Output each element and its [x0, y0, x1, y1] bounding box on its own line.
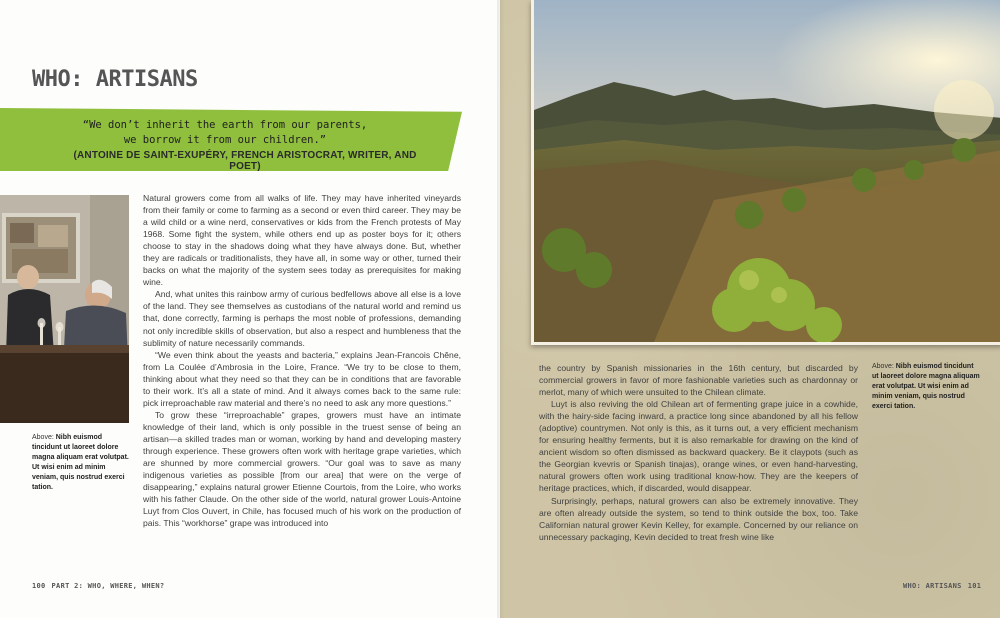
vineyard-photo — [531, 0, 1000, 345]
paragraph: And, what unites this rainbow army of curious bedfellows above all else is a love of the land. They see themselves as custodians of the natural world and remind us that, done correctly, farming is perhaps the most noble of professions, demanding not only incredible skills of observation, but also a respect and humbleness that the sublimity of nature necessarily commands. — [143, 289, 461, 348]
caption-prefix: Above: — [872, 363, 894, 370]
left-body-text — [143, 192, 461, 529]
vineyard-landscape-illustration — [534, 0, 1000, 342]
paragraph: Surprisingly, perhaps, natural growers can also be extremely innovative. They are often already outside the system, so tend to think outside the box, too. Take Californian natural grower Kevin Kelley, for example. Concerned by our reliance on unnecessary packaging, Kevin decided to treat fresh wine like — [539, 495, 858, 542]
running-footer: PART 2: WHO, WHERE, WHEN? — [51, 582, 165, 590]
right-body-text — [539, 362, 858, 543]
section-title: WHO: ARTISANS — [32, 67, 198, 92]
winemakers-photo — [0, 195, 129, 423]
page-number: 101 — [967, 582, 982, 590]
paragraph: the country by Spanish missionaries in the 16th century, but discarded by commercial growers in favor of more fashionable varieties such as chardonnay or merlot, many of which were unsuited to the Chilean climate. — [539, 363, 858, 398]
paragraph: To grow these “irreproachable” grapes, growers must have an intimate knowledge of their land, which is only possible in the truest sense of being an artisan—a skilled trades man or woman, working by hand and developing mastery through experience. These growers often work with heritage grape varieties, which are shunned by more commercial growers. “Our goal was to save as many indigenous varieties as possible [from our area] that were on the verge of disappearing,” explains natural grower Etienne Courtois, from the Loire, who works with his father Claude. On the other side of the world, natural grower Louis-Antoine Luyt from Clos Ouvert, in Chile, has focused much of his work on the production of pais. This “workhorse” grape was introduced into — [143, 409, 461, 529]
book-spine-shadow — [497, 0, 505, 618]
caption-text: Nibh euismod tincidunt ut laoreet dolore magna aliquam erat volutpat. Ut wisi enim ad minim veniam, quis nostrud exerci tation. — [872, 363, 980, 410]
running-footer: WHO: ARTISANS — [903, 582, 962, 590]
pull-quote-attribution: (ANTOINE DE SAINT-EXUPÉRY, FRENCH ARISTOCRAT, WRITER, AND POET) — [73, 150, 417, 172]
pull-quote-line-2: we borrow it from our children.” — [123, 134, 327, 146]
caption-text: Nibh euismod tincidunt ut laoreet dolore magna aliquam erat volutpat. Ut wisi enim ad minim veniam, quis nostrud exerci tation. — [32, 434, 129, 491]
winemakers-photo-illustration — [0, 195, 129, 423]
paragraph: “We even think about the yeasts and bacteria,” explains Jean-Francois Chêne, from La Coulée d’Ambrosia in the Loire, France. “We try to be close to them, thinking about what they need so that they can be in conditions that are favorable to their work. It’s all a state of mind. And it always comes back to the same rule: pick irreproachable raw material and there’s no need to ask any more questions.” — [143, 349, 461, 408]
page-number: 100 — [32, 582, 46, 590]
photo-caption-left — [32, 433, 132, 493]
photo-caption-right — [872, 362, 982, 412]
pull-quote — [60, 118, 390, 148]
paragraph: Natural growers come from all walks of life. They may have inherited vineyards from their family or come to farming as a second or even third career. They may be a wild child or a wine nerd, conservatives or kids from the French protests of May 1968. Some fight the system, while others end up as poster boys for it; others choose to stay in the shadows doing what they have always done. But, whether they are radicals or traditionalists, they have all, in some way or other, turned their backs on what the majority of the system sees today as prerequisites for making wine. — [143, 193, 461, 288]
caption-prefix: Above: — [32, 434, 54, 441]
paragraph: Luyt is also reviving the old Chilean art of fermenting grape juice in a cowhide, with the hairy-side facing inward, a practice long since abandoned by all his fellow (adoptive) countrymen. Not only is this, as it turns out, a very efficient mechanism for ensuring healthy ferments, but it is also remarkable for drawing on the kind of ancient wisdom so often dismissed as backward quackery. Be it claypots (such as the Georgian kvevris or Spanish tinajas), orange wines, or even hand-harvesting, natural growers often work using traditional know-how. They are the keepers of heritage practices, which, if discarded, would disappear. — [539, 399, 858, 494]
footer-right — [903, 582, 981, 590]
footer-left — [32, 582, 164, 590]
pull-quote-line-1: “We don’t inherit the earth from our parents, — [82, 119, 368, 131]
